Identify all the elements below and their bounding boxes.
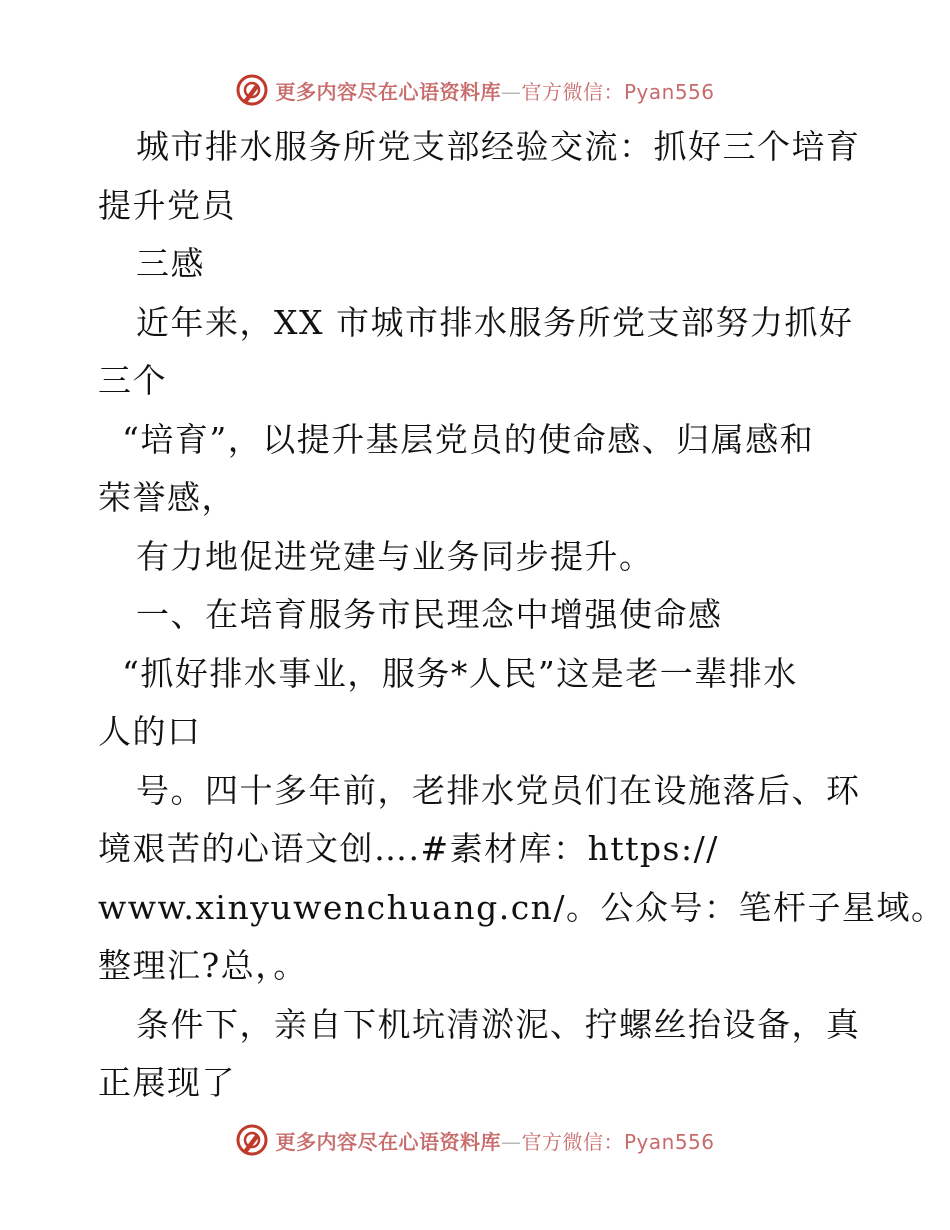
text-line: 一、在培育服务市民理念中增强使命感 — [136, 595, 723, 634]
pen-logo-icon — [235, 1123, 269, 1157]
text-line: “培育”，以提升基层党员的使命感、归属感和 — [122, 419, 815, 459]
footer-banner — [0, 1120, 950, 1160]
text-line: 近年来，XX 市城市排水服务所党支部努力抓好 — [136, 302, 854, 342]
document-body — [98, 118, 946, 1113]
header-banner — [0, 70, 950, 110]
text-line: 号。四十多年前，老排水党员们在设施落后、环 — [136, 770, 861, 810]
text-line: 条件下，亲自下机坑清淤泥、拧螺丝抬设备，真 — [136, 1004, 861, 1044]
pen-logo-icon — [235, 73, 269, 107]
text-line: www.xinyuwenchuang.cn/。公众号：笔杆子星域。 — [98, 887, 946, 927]
text-line: 提升党员 — [98, 185, 236, 225]
footer-banner-text — [275, 1126, 714, 1155]
text-line: 正展现了 — [98, 1063, 236, 1102]
header-banner-label: 官方微信： — [521, 79, 624, 104]
text-line: 城市排水服务所党支部经验交流：抓好三个培育 — [136, 127, 861, 166]
text-line: 人的口 — [98, 712, 202, 751]
text-line: “抓好排水事业，服务*人民”这是老一辈排水 — [122, 653, 798, 693]
text-line: 境艰苦的心语文创….#素材库：https:// — [98, 829, 719, 868]
text-line: 有力地促进党建与业务同步提升。 — [136, 536, 654, 576]
text-line: 整理汇?总，。 — [98, 946, 308, 985]
footer-banner-wechat: Pyan556 — [623, 1129, 715, 1154]
header-banner-text — [275, 76, 714, 105]
header-banner-wechat: Pyan556 — [623, 79, 715, 104]
footer-banner-separator: — — [500, 1129, 522, 1154]
footer-banner-main: 更多内容尽在心语资料库 — [275, 1129, 501, 1154]
header-banner-separator: — — [500, 79, 522, 104]
footer-banner-label: 官方微信： — [521, 1129, 624, 1154]
text-line: 三个 — [98, 361, 167, 400]
header-banner-main: 更多内容尽在心语资料库 — [275, 79, 501, 104]
text-line: 荣誉感， — [98, 478, 236, 517]
text-line: 三感 — [136, 244, 205, 283]
